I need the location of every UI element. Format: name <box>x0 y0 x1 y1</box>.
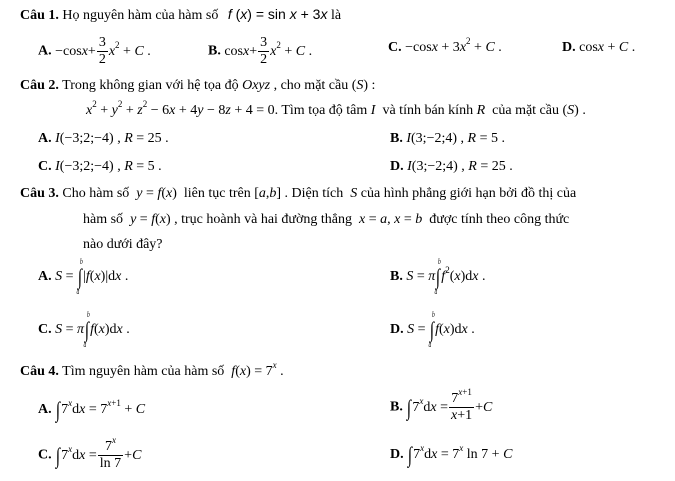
question-1-suffix: là <box>330 8 342 23</box>
question-4-option-a[interactable]: A. $\int 7^xdx = 7^{x+1} + C$ <box>38 397 146 422</box>
question-1-text: Họ nguyên hàm của hàm số <box>62 8 219 23</box>
question-3-line-1: Câu 3. Cho hàm số y = f(x) liên tục trên [a,b] . Diện tích S của hình phẳng giới hạn bởi đồ thị của <box>20 186 577 201</box>
question-1-label: Câu 1. <box>20 8 59 23</box>
question-3-line-2: hàm số y = f(x) , trục hoành và hai đường thẳng x = a, x = b được tính theo công thức <box>83 212 570 227</box>
question-1-option-a[interactable]: A. −cosx+ $\frac{3}{2}$ $x^2 + C$ . <box>38 35 151 67</box>
question-2-option-b[interactable]: B. I(3;−2;4) , R = 5 . <box>390 131 505 146</box>
question-4-option-b[interactable]: B. $\int 7^xdx$ = $\frac{7^{x+1}}{x+1}$ +C <box>390 387 493 423</box>
question-2-option-c[interactable]: C. I(−3;2;−4) , R = 5 . <box>38 159 162 174</box>
question-3-option-a[interactable]: A. S = ∫ b a |f(x)|dx . <box>38 257 129 296</box>
question-3-option-b[interactable]: B. S = π∫ b a $f^2(x)dx$ . <box>390 257 486 296</box>
question-4-stem: Câu 4. Tìm nguyên hàm của hàm số $f(x) = 7^x$ . <box>20 360 284 379</box>
question-1-option-b[interactable]: B. cosx+ $\frac{3}{2}$ $x^2 + C$ . <box>208 35 313 67</box>
question-1-option-d[interactable]: D. cosx + C . <box>562 40 636 55</box>
question-3-label: Câu 3. <box>20 186 59 201</box>
question-4-label: Câu 4. <box>20 364 59 379</box>
question-4-option-d[interactable]: D. $\int 7^xdx = 7^x$ ln 7 + C <box>390 442 513 467</box>
question-4-text: Tìm nguyên hàm của hàm số <box>62 364 225 379</box>
question-1-function: f (x) = sin x + 3x <box>227 6 328 22</box>
question-2-stem: Câu 2. Trong không gian với hệ tọa độ Oxyz , cho mặt cầu (S) : <box>20 78 376 93</box>
question-2-option-d[interactable]: D. I(3;−2;4) , R = 25 . <box>390 159 513 174</box>
question-2-option-a[interactable]: A. I(−3;2;−4) , R = 25 . <box>38 131 169 146</box>
question-4-option-c[interactable]: C. $\int 7^xdx$ = $\frac{7^x}{\ln 7}$ +C <box>38 435 142 471</box>
question-3-option-d[interactable]: D. S = ∫ b a f(x)dx . <box>390 310 475 349</box>
question-2-equation: $x^2 + y^2 + z^2 - 6x + 4y - 8z + 4 = 0$. Tìm tọa độ tâm I và tính bán kính R của mặt cầu (S) . <box>86 99 586 118</box>
question-3-option-c[interactable]: C. S = π∫ b a f(x)dx . <box>38 310 130 349</box>
question-1-option-c[interactable]: C. $-\cos x + 3x^2 + C$ . <box>388 36 502 55</box>
question-3-line-3: nào dưới đây? <box>83 237 163 252</box>
question-1-stem <box>20 6 341 24</box>
question-2-label: Câu 2. <box>20 78 59 93</box>
